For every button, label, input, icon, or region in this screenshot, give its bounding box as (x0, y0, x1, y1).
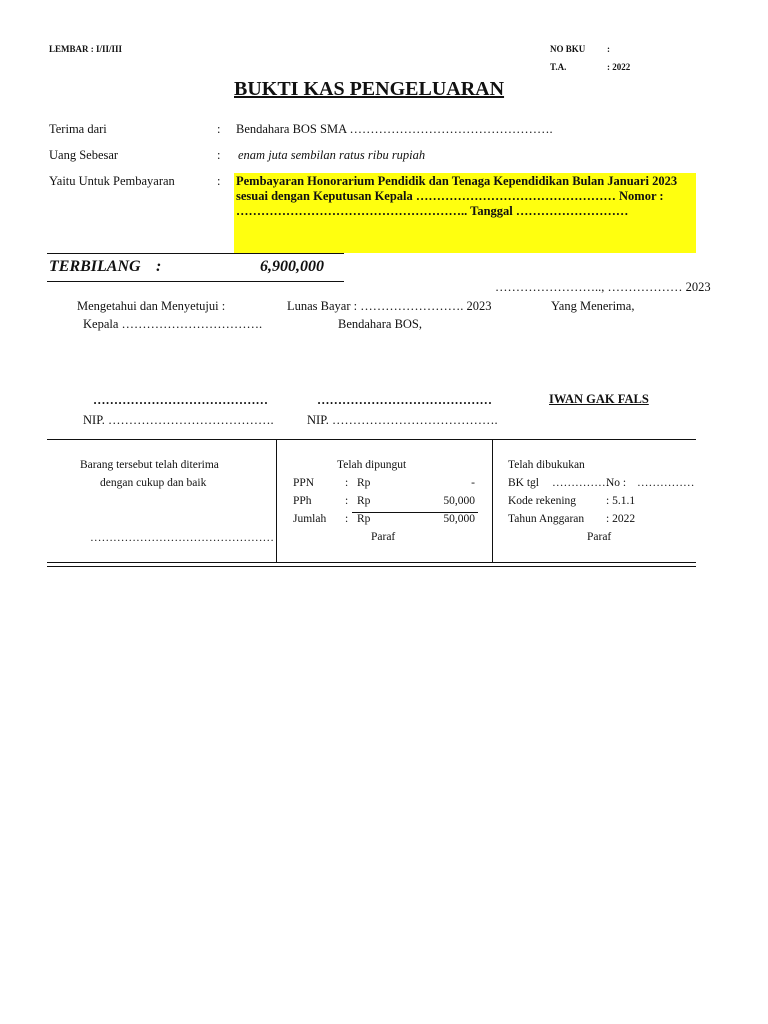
uang-sebesar-value: enam juta sembilan ratus ribu rupiah (238, 148, 426, 162)
no-bku-label: NO BKU (550, 44, 586, 54)
booked-title: Telah dibukukan (508, 459, 585, 471)
tax-paraf: Paraf (371, 531, 396, 543)
table-divider-1 (276, 439, 277, 563)
treasurer-nip: NIP. …………………………………. (307, 413, 498, 427)
yaitu-label: Yaitu Untuk Pembayaran (49, 174, 175, 188)
bk-tgl-label: BK tgl (508, 477, 539, 489)
approver-nip: NIP. …………………………………. (83, 413, 274, 427)
terima-dari-label: Terima dari (49, 122, 107, 136)
tax-currency: Rp (357, 477, 371, 489)
goods-received-line2: dengan cukup dan baik (100, 477, 207, 489)
goods-received-line1: Barang tersebut telah diterima (80, 459, 219, 471)
lembar-label: LEMBAR : I/II/III (49, 44, 123, 54)
bk-tgl-value: …………… (552, 477, 610, 489)
table-top-rule (47, 439, 696, 440)
table-divider-2 (492, 439, 493, 563)
terbilang-top-rule (47, 253, 344, 254)
document-title: BUKTI KAS PENGELUARAN (234, 78, 505, 100)
treasurer-signature-line: …………………………………… (317, 393, 492, 407)
approver-title: Mengetahui dan Menyetujui : (77, 299, 226, 313)
budget-year-label: Tahun Anggaran (508, 513, 585, 525)
tax-label: PPN (293, 477, 315, 489)
table-bottom-rule (47, 562, 696, 563)
receiver-name: IWAN GAK FALS (549, 392, 649, 406)
colon: : (217, 122, 221, 136)
goods-signature-line: ………………………………………… (90, 532, 274, 544)
total-amount: 50,000 (443, 513, 475, 525)
tax-amount: 50,000 (443, 495, 475, 507)
tax-colon: : (345, 495, 349, 507)
payment-title: Lunas Bayar : ……………………. 2023 (287, 299, 492, 313)
terima-dari-value: Bendahara BOS SMA …………………………………………. (236, 122, 553, 136)
ta-value: : 2022 (607, 62, 631, 72)
uang-sebesar-label: Uang Sebesar (49, 148, 119, 162)
terbilang-label: TERBILANG (49, 258, 141, 275)
budget-year-value: : 2022 (606, 513, 636, 525)
total-colon: : (345, 513, 349, 525)
terbilang-bottom-rule (47, 281, 344, 282)
terbilang-colon: : (156, 258, 162, 275)
colon: : (217, 148, 221, 162)
approver-signature-line: …………………………………… (93, 393, 268, 407)
tax-amount: - (471, 477, 475, 489)
colon: : (217, 174, 221, 188)
treasurer-title: Bendahara BOS, (338, 317, 423, 331)
tax-currency: Rp (357, 495, 371, 507)
no-label: No : (606, 477, 627, 489)
tax-label: PPh (293, 495, 312, 507)
booked-paraf: Paraf (587, 531, 612, 543)
yaitu-value: Pembayaran Honorarium Pendidik dan Tenaga Kependidikan Bulan Januari 2023 sesuai dengan Keputusan Kepala ………………………………………… Nomor : ……………………………………………….. Tanggal ……………………… (236, 174, 678, 218)
date-line: …………………….., ……………… 2023 (495, 280, 711, 294)
receiver-title: Yang Menerima, (551, 299, 635, 313)
tax-collected-title: Telah dipungut (337, 459, 407, 471)
ta-label: T.A. (550, 62, 567, 72)
no-bku-colon: : (607, 44, 610, 54)
account-code-label: Kode rekening (508, 495, 577, 507)
terbilang-amount: 6,900,000 (260, 258, 324, 275)
no-value: …………… (637, 477, 695, 489)
account-code-value: : 5.1.1 (606, 495, 636, 507)
table-bottom-rule-double (47, 566, 696, 567)
tax-colon: : (345, 477, 349, 489)
total-currency: Rp (357, 513, 371, 525)
approver-position: Kepala ……………………………. (83, 317, 263, 331)
total-label: Jumlah (293, 513, 327, 525)
